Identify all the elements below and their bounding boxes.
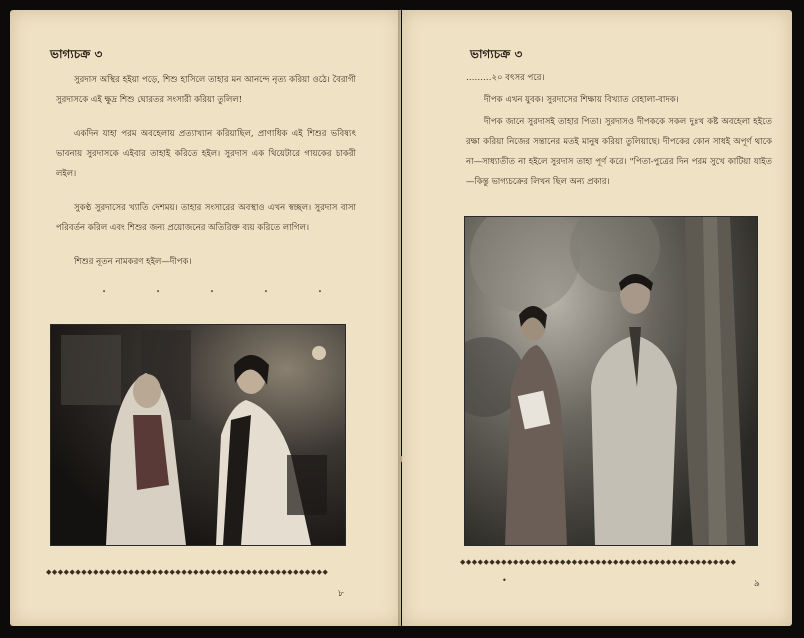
film-still-illustration bbox=[465, 217, 757, 545]
film-still-two-women bbox=[50, 324, 346, 546]
paragraph: শিশুর নূতন নামকরণ হইল—দীপক। bbox=[74, 257, 192, 267]
ornament-dot: • bbox=[502, 576, 507, 585]
ornament-dot: • bbox=[263, 288, 268, 296]
left-page bbox=[10, 10, 401, 626]
paragraph: ………২০ বৎসর পরে। bbox=[466, 73, 545, 83]
right-page-text bbox=[466, 68, 772, 206]
ornamental-border: ◆◆◆◆◆◆◆◆◆◆◆◆◆◆◆◆◆◆◆◆◆◆◆◆◆◆◆◆◆◆◆◆◆◆◆◆◆◆◆◆◆◆◆◆◆◆◆◆ bbox=[46, 568, 329, 576]
left-page-text bbox=[56, 70, 356, 286]
ornament-dot: • bbox=[155, 288, 161, 296]
paragraph: একদিন যাহা পরম অবহেলায় প্রত্যাখ্যান করিয়াছিল, প্রাণাধিক এই শিশুর ভবিষ্যৎ ভাবনায় সুরদাসকে এইবার তাহাই করিতে হইল। সুরদাস এক থিয়েটারে গায়কের চাকরী লইল। bbox=[56, 129, 356, 179]
ornament-dot: • bbox=[317, 288, 322, 296]
ornamental-border: ◆◆◆◆◆◆◆◆◆◆◆◆◆◆◆◆◆◆◆◆◆◆◆◆◆◆◆◆◆◆◆◆◆◆◆◆◆◆◆◆◆◆◆◆◆◆◆ bbox=[460, 558, 737, 566]
ornament-dots bbox=[102, 288, 322, 296]
film-still-couple-garden bbox=[464, 216, 758, 546]
ornament-dot: • bbox=[102, 288, 107, 296]
right-page bbox=[402, 10, 792, 626]
page-number: ৯ bbox=[754, 579, 760, 589]
paragraph: সুকণ্ঠ সুরদাসের খ্যাতি দেশময়। তাহার সংসারের অবস্থাও এখন স্বচ্ছল। সুরদাস বাসা পরিবর্তন করিল এবং শিশুর জন্য প্রয়োজনের অতিরিক্ত ব্যয় করিতে লাগিল। bbox=[56, 203, 356, 233]
page-header: ভাগ্যচক্র ৩ bbox=[50, 47, 103, 61]
paragraph: সুরদাস অস্থির হইয়া পড়ে, শিশু হাসিলে তাহার মন আনন্দে নৃত্য করিয়া ওঠে। বৈরাগী সুরদাসকে এই ক্ষুদ্র শিশু ঘোরতর সংসারী করিয়া তুলিল! bbox=[56, 75, 356, 105]
paragraph: দীপক এখন যুবক। সুরদাসের শিক্ষায় বিখ্যাত বেহালা-বাদক। bbox=[484, 95, 679, 105]
page-header: ভাগ্যচক্র ৩ bbox=[470, 47, 523, 61]
ornament-dot: • bbox=[209, 288, 215, 296]
film-still-illustration bbox=[51, 325, 345, 545]
page-number: ৮ bbox=[338, 589, 344, 599]
paragraph: দীপক জানে সুরদাসই তাহার পিতা। সুরদাসও দীপককে সকল দুঃখ কষ্ট অবহেলা হইতে রক্ষা করিয়া নিজের সন্তানের মতই মানুষ করিয়া তুলিয়াছে। দীপকের কোন সাধই অপূর্ণ থাকে না—সাধ্যাতীত না হইলে সুরদাস তাহা পূর্ণ করে। "পিতা-পুত্রের দিন পরম সুখে কাটিয়া যাইত—কিন্তু ভাগ্যচক্রের লিখন ছিল অন্য প্রকার। bbox=[466, 117, 772, 187]
